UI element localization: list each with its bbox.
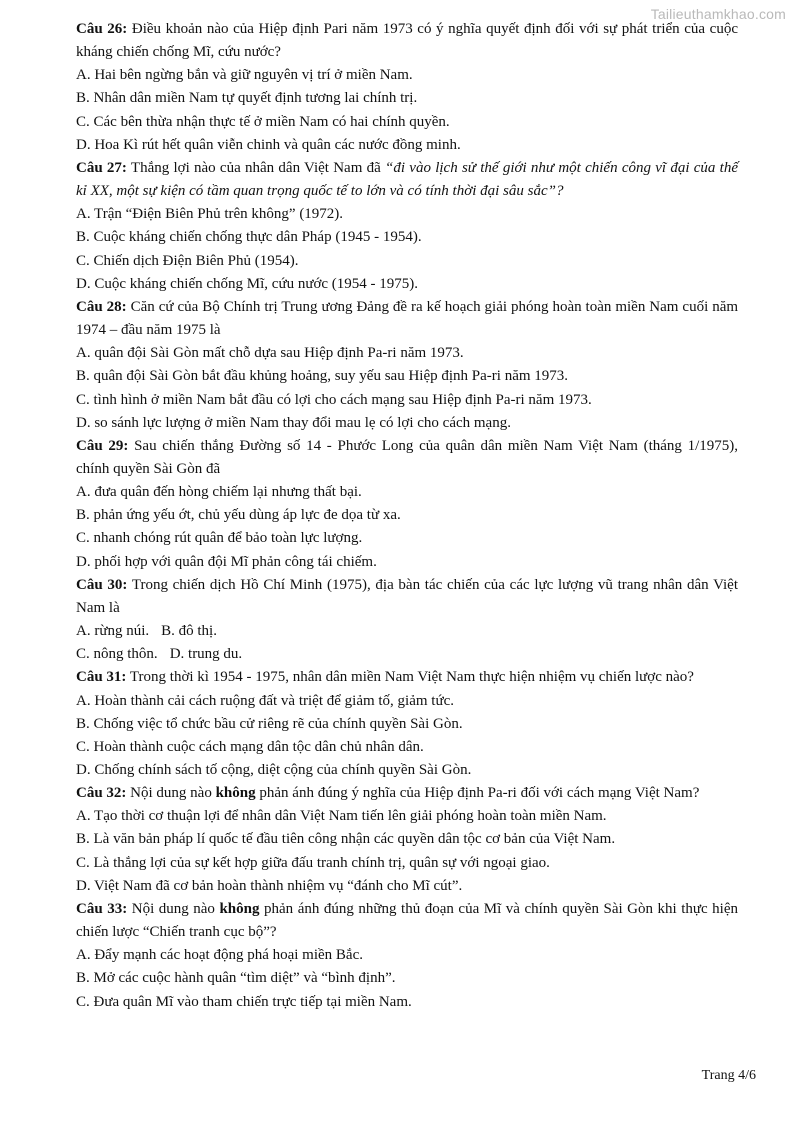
question-33: Câu 33: Nội dung nào không phản ánh đúng những thủ đoạn của Mĩ và chính quyền Sài Gòn khi thực hiện chiến lược “Chiến tranh cục bộ”? xyxy=(76,900,739,941)
question-32: Câu 32: Nội dung nào không phản ánh đúng ý nghĩa của Hiệp định Pa-ri đối với cách mạng Việt Nam? xyxy=(76,785,700,802)
option: B. Chống việc tổ chức bầu cử riêng rẽ của chính quyền Sài Gòn. xyxy=(76,715,463,732)
watermark: Tailieuthamkhao.com xyxy=(650,6,786,22)
option: D. phối hợp với quân đội Mĩ phản công tái chiếm. xyxy=(76,553,377,570)
option: C. Đưa quân Mĩ vào tham chiến trực tiếp tại miền Nam. xyxy=(76,993,412,1010)
option: C. Các bên thừa nhận thực tế ở miền Nam có hai chính quyền. xyxy=(76,113,450,130)
option: B. Là văn bản pháp lí quốc tế đầu tiên công nhận các quyền dân tộc cơ bản của Việt Nam. xyxy=(76,831,616,848)
option: B. đô thị. xyxy=(161,623,217,640)
option: B. phản ứng yếu ớt, chủ yếu dùng áp lực đe dọa từ xa. xyxy=(76,507,401,524)
option: D. Chống chính sách tố cộng, diệt cộng của chính quyền Sài Gòn. xyxy=(76,762,472,778)
option: D. trung du. xyxy=(169,646,243,663)
option: C. Là thắng lợi của sự kết hợp giữa đấu tranh chính trị, quân sự với ngoại giao. xyxy=(76,854,550,871)
option-row xyxy=(76,643,738,666)
question-30: Câu 30: Trong chiến dịch Hồ Chí Minh (1975), địa bàn tác chiến của các lực lượng vũ trang nhân dân Việt Nam là xyxy=(76,576,739,616)
option: C. nhanh chóng rút quân để bảo toàn lực lượng. xyxy=(76,530,363,547)
option: B. Cuộc kháng chiến chống thực dân Pháp (1945 - 1954). xyxy=(76,229,422,246)
option: A. đưa quân đến hòng chiếm lại nhưng thất bại. xyxy=(76,484,362,501)
option: D. Cuộc kháng chiến chống Mĩ, cứu nước (1954 - 1975). xyxy=(76,275,419,292)
question-29: Câu 29: Sau chiến thắng Đường số 14 - Phước Long của quân dân miền Nam Việt Nam (tháng 1/1975), chính quyền Sài Gòn đã xyxy=(76,437,739,477)
option: B. quân đội Sài Gòn bắt đầu khủng hoảng, suy yếu sau Hiệp định Pa-ri năm 1973. xyxy=(76,368,569,385)
option: A. Trận “Điện Biên Phủ trên không” (1972). xyxy=(76,206,344,223)
option: A. Hai bên ngừng bắn và giữ nguyên vị trí ở miền Nam. xyxy=(76,67,413,84)
option: B. Mở các cuộc hành quân “tìm diệt” và “bình định”. xyxy=(76,970,396,987)
question-26: Câu 26: Điều khoản nào của Hiệp định Pari năm 1973 có ý nghĩa quyết định đối với sự phát triển của cuộc kháng chiến chống Mĩ, cứu nước? xyxy=(76,21,738,61)
option: A. Hoàn thành cải cách ruộng đất và triệt để giảm tố, giảm tức. xyxy=(76,692,455,709)
question-31: Câu 31: Trong thời kì 1954 - 1975, nhân dân miền Nam Việt Nam thực hiện nhiệm vụ chiến lược nào? xyxy=(76,669,694,686)
option: C. Chiến dịch Điện Biên Phủ (1954). xyxy=(76,252,299,269)
option: A. quân đội Sài Gòn mất chỗ dựa sau Hiệp định Pa-ri năm 1973. xyxy=(76,345,464,362)
option: A. Đẩy mạnh các hoạt động phá hoại miền Bắc. xyxy=(76,947,363,964)
option-row xyxy=(76,620,738,643)
question-27: Câu 27: Thắng lợi nào của nhân dân Việt Nam đã “đi vào lịch sử thế giới như một chiến công vĩ đại của thế kỉ XX, một sự kiện có tầm quan trọng quốc tế to lớn và có tính thời đại sâu sắc”? xyxy=(76,159,738,200)
option: C. Hoàn thành cuộc cách mạng dân tộc dân chủ nhân dân. xyxy=(76,738,424,755)
question-list xyxy=(76,18,738,1014)
option: D. Hoa Kì rút hết quân viễn chinh và quân các nước đồng minh. xyxy=(76,136,461,153)
option: C. nông thôn. xyxy=(76,646,158,663)
option: D. Việt Nam đã cơ bản hoàn thành nhiệm vụ “đánh cho Mĩ cút”. xyxy=(76,877,463,894)
option: D. so sánh lực lượng ở miền Nam thay đổi mau lẹ có lợi cho cách mạng. xyxy=(76,414,511,431)
option: A. Tạo thời cơ thuận lợi để nhân dân Việt Nam tiến lên giải phóng hoàn toàn miền Nam. xyxy=(76,808,607,825)
option: A. rừng núi. xyxy=(76,623,150,640)
option: C. tình hình ở miền Nam bắt đầu có lợi cho cách mạng sau Hiệp định Pa-ri năm 1973. xyxy=(76,391,592,408)
option: B. Nhân dân miền Nam tự quyết định tương lai chính trị. xyxy=(76,90,418,107)
page-number: Trang 4/6 xyxy=(701,1068,756,1083)
question-28: Câu 28: Căn cứ của Bộ Chính trị Trung ương Đảng đề ra kế hoạch giải phóng hoàn toàn miền Nam cuối năm 1974 – đầu năm 1975 là xyxy=(76,298,739,339)
